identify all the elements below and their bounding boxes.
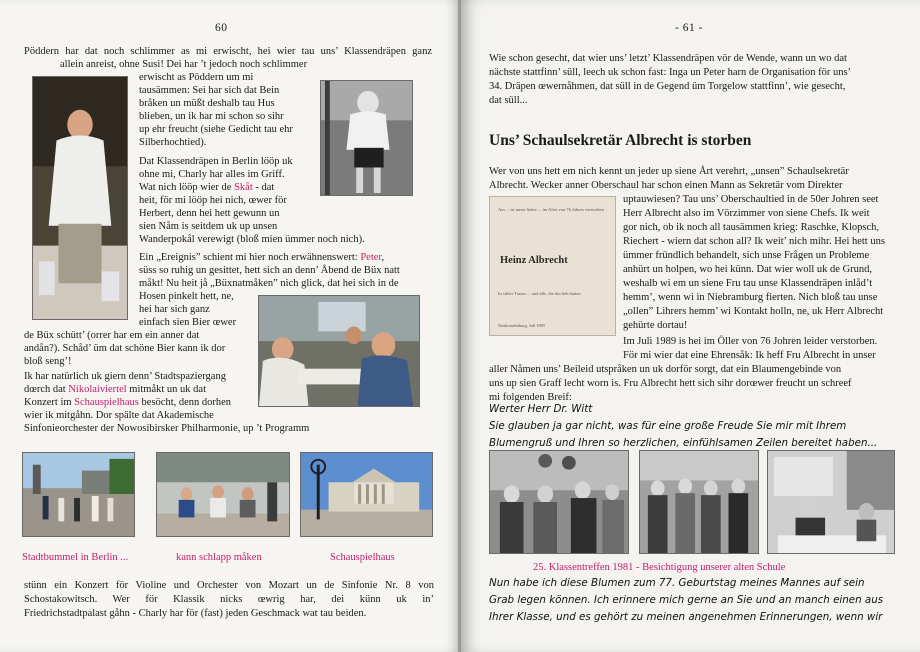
highlighted-word: Schauspielhaus [74, 397, 139, 408]
text-line: anhürt un holpen, wo hei künn. Dat wier woll uk de Grund, [623, 264, 873, 275]
photo-man-at-table [32, 76, 128, 320]
text-line: hemm’, wenn wi in Niebramburg fierten. Nich bloß tau unse [623, 292, 878, 303]
letter-line: Blumengruß und Ihren so herzlichen, einfühlsamen Zeilen bereitet haben... [489, 437, 878, 449]
text-line: ümmer fründlich behandelt, sich unse Frågen un Probleme [623, 250, 870, 261]
text-line: hei har sich ganz [139, 304, 210, 315]
text-line: andån?). Schåd’ üm dat schöne Bier kann ik dor [24, 343, 226, 354]
notice-bottom-text: In stiller Trauer ... und alle, die ihn lieb hatten [498, 291, 581, 296]
photo-schauspielhaus [300, 452, 433, 537]
text-line: erwischt as Pöddern um mi [139, 72, 254, 83]
text-line: För mi wier dat eine Ehrensåk: Ik heff Fru Albrecht in unser [623, 350, 876, 361]
page-number: 60 [215, 22, 228, 34]
photo-caption: Stadtbummel in Berlin ... [22, 552, 129, 563]
photo-school-visit-1 [489, 450, 629, 554]
text-line: dœrch dat Nikolaiviertel mitmåkt un uk dat [24, 384, 206, 395]
photo-caption: kann schlapp måken [176, 552, 262, 563]
text-line: Ik har natürlich uk giern denn’ Stadtspaziergang [24, 371, 226, 382]
death-notice-card [489, 196, 616, 336]
text-line: heit, för mi lööp hei nich, œwer för [139, 195, 287, 206]
text-line: Wer von uns hett em nich kennt un jeder up siene Årt verehrt, „unsen” Schaulsekretär [489, 166, 849, 177]
highlighted-word: Nikolaiviertel [68, 384, 127, 395]
text-line: mi folgenden Breif: [489, 392, 572, 403]
text-line: „ollen” Lihrers hemm’ wi Kontakt holln, ne, uk Herr Albrecht [623, 306, 884, 317]
letter-line: Werter Herr Dr. Witt [489, 403, 593, 415]
text-line: blieben, un ik har mi schon so sihr [139, 111, 284, 122]
text-line: stünn ein Konzert för Violine und Orchester von Mozart un de Sinfonie Nr. 8 von [24, 580, 434, 591]
notice-date: Neubrandenburg, Juli 1989 [498, 323, 545, 328]
photo-kann-schlapp-maken [156, 452, 290, 537]
text-line: Schostakowitsch. Wer för Klassik nicks œwrig har, dei künn uk in’ [24, 594, 434, 605]
letter-line: Grab legen können. Ich erinnere mich gerne an Sie und an manch einen aus [489, 594, 884, 606]
text-line: tausämmen: Sei har sich dat Bein [139, 85, 280, 96]
photo-school-visit-3 [767, 450, 895, 554]
text-line: allein anreist, ohne Susi! Dei har ’t jedoch noch schlimmer [60, 59, 308, 70]
text-line: bloß seng’! [24, 356, 72, 367]
photo-woman-chair [320, 80, 413, 196]
text-line: uptauwiesen? Tau uns’ Oberschaultied in de 50er Johren seet [623, 194, 879, 205]
text-line: Dat Klassendräpen in Berlin lööp uk [139, 156, 293, 167]
text-line: Sinfonieorchester der Nowosibirsker Philharmonie, up ’t Programm [24, 423, 310, 434]
photo-caption: 25. Klassentreffen 1981 - Besichtigung unserer alten Schule [533, 562, 786, 573]
text-line: süss so ruhig un gesittet, hett sich an denn’ Åbend de Büx natt [139, 265, 400, 276]
text-line: aller Nåmen uns’ Beileid utspråken un uk dorför sorgt, dat ein Blaumengebinde von [489, 364, 842, 375]
text-line: nächste stattfinn’ süll, leech uk schon fast: Inga un Peter harn de Organisation för uns’ [489, 67, 852, 78]
right-page [461, 0, 920, 652]
photo-caption: Schauspielhaus [330, 552, 395, 563]
text-line: Wat nich lööp wier de Skåt - dat [139, 182, 275, 193]
text-line: Wanderpokål verewigt (bloß mien ümmer noch nich). [139, 234, 365, 245]
photo-school-visit-2 [639, 450, 759, 554]
letter-line: Sie glauben ja gar nicht, was für eine große Freude Sie mir mit Ihrem [489, 420, 847, 432]
highlighted-word: Peter [360, 252, 382, 263]
text-line: Im Juli 1989 is hei im Öller von 76 Johren leider verstorben. [623, 336, 878, 347]
text-line: de Büx schütt’ (orrer har em ein anner dat [24, 330, 200, 341]
text-line: uns up sien Graff lecht worn is. Fru Albrecht hett sich sihr dorœwer freucht un schreef [489, 378, 852, 389]
notice-name: Heinz Albrecht [500, 255, 568, 266]
text-line: Ein „Ereignis” schient mi hier noch erwähnenswert: Peter, [139, 252, 385, 263]
text-line: Albrecht. Wecker anner Oberschaul har schon einen Mann as Sekretär vom Direkter [489, 180, 843, 191]
text-line: Pöddern har dat noch schlimmer as mi erwischt, hei wier tau uns’ Klassendräpen ganz [24, 46, 432, 57]
text-line: sien Nåm is seitdem uk up unsen [139, 221, 278, 232]
text-line: gor nich, ob ik noch all tausämmen krieg: Raschke, Klopsch, [623, 222, 880, 233]
text-line: Hosen pinkelt hett, ne, [139, 291, 234, 302]
highlighted-word: Skåt [234, 182, 253, 193]
text-line: dat süll... [489, 95, 528, 106]
text-line: Friedrichstadtpalast gåhn - Charly har för (fast) jeden Geschmack wat tau beiden. [24, 608, 367, 619]
photo-stadtbummel [22, 452, 135, 537]
text-line: up ehr freucht (siehe Gedicht tau ehr [139, 124, 293, 135]
photo-men-at-table [258, 295, 420, 407]
page-number: - 61 - [675, 22, 703, 34]
letter-line: Ihrer Klasse, und es gehört zu meinen angenehmen Erinnerungen, wenn wir [489, 611, 883, 623]
text-line: måkt! Nu heit jå „Büxnatmåken” nich glick, dat hei sich in de [139, 278, 399, 289]
text-line: einfach sien Bier œwer [139, 317, 237, 328]
text-line: Riechert - wiern dat schon all? Ik weit’ nich mihr. Hei hett uns [623, 236, 885, 247]
text-line: Konzert im Schauspielhaus besöcht, denn dorhen [24, 397, 232, 408]
text-line: Silberhochtied). [139, 137, 207, 148]
section-heading: Uns’ Schaulsekretär Albrecht is storben [489, 132, 752, 149]
text-line: 34. Dräpen œwernåhmen, dat süll in de Gegend üm Torgelow stattfinn’, wie gesecht, [489, 81, 846, 92]
letter-line: Nun habe ich diese Blumen zum 77. Geburtstag meines Mannes auf sein [489, 577, 865, 589]
text-line: weshalb wi em un siene Fru tau unse Klassendräpen inlåd’t [623, 278, 873, 289]
text-line: Herr Albrecht also im Vörzimmer von siene Chefs. Ik weit [623, 208, 870, 219]
text-line: wier ik mitgåhn. Dor spälte dat Akademische [24, 410, 214, 421]
text-line: Wie schon gesecht, dat wier uns’ letzt’ Klassendräpen vör de Wende, wann un wo dat [489, 53, 847, 64]
text-line: Herbert, denn hei hett gewunn un [139, 208, 280, 219]
notice-top-text: Am ... ist unser lieber ... im Alter von 76 Jahren verstorben [498, 207, 604, 212]
text-line: gehürte dortau! [623, 320, 688, 331]
text-line: bråken un müßt deshalb tau Hus [139, 98, 275, 109]
text-line: ohne mi, Charly har alles im Griff. [139, 169, 285, 180]
